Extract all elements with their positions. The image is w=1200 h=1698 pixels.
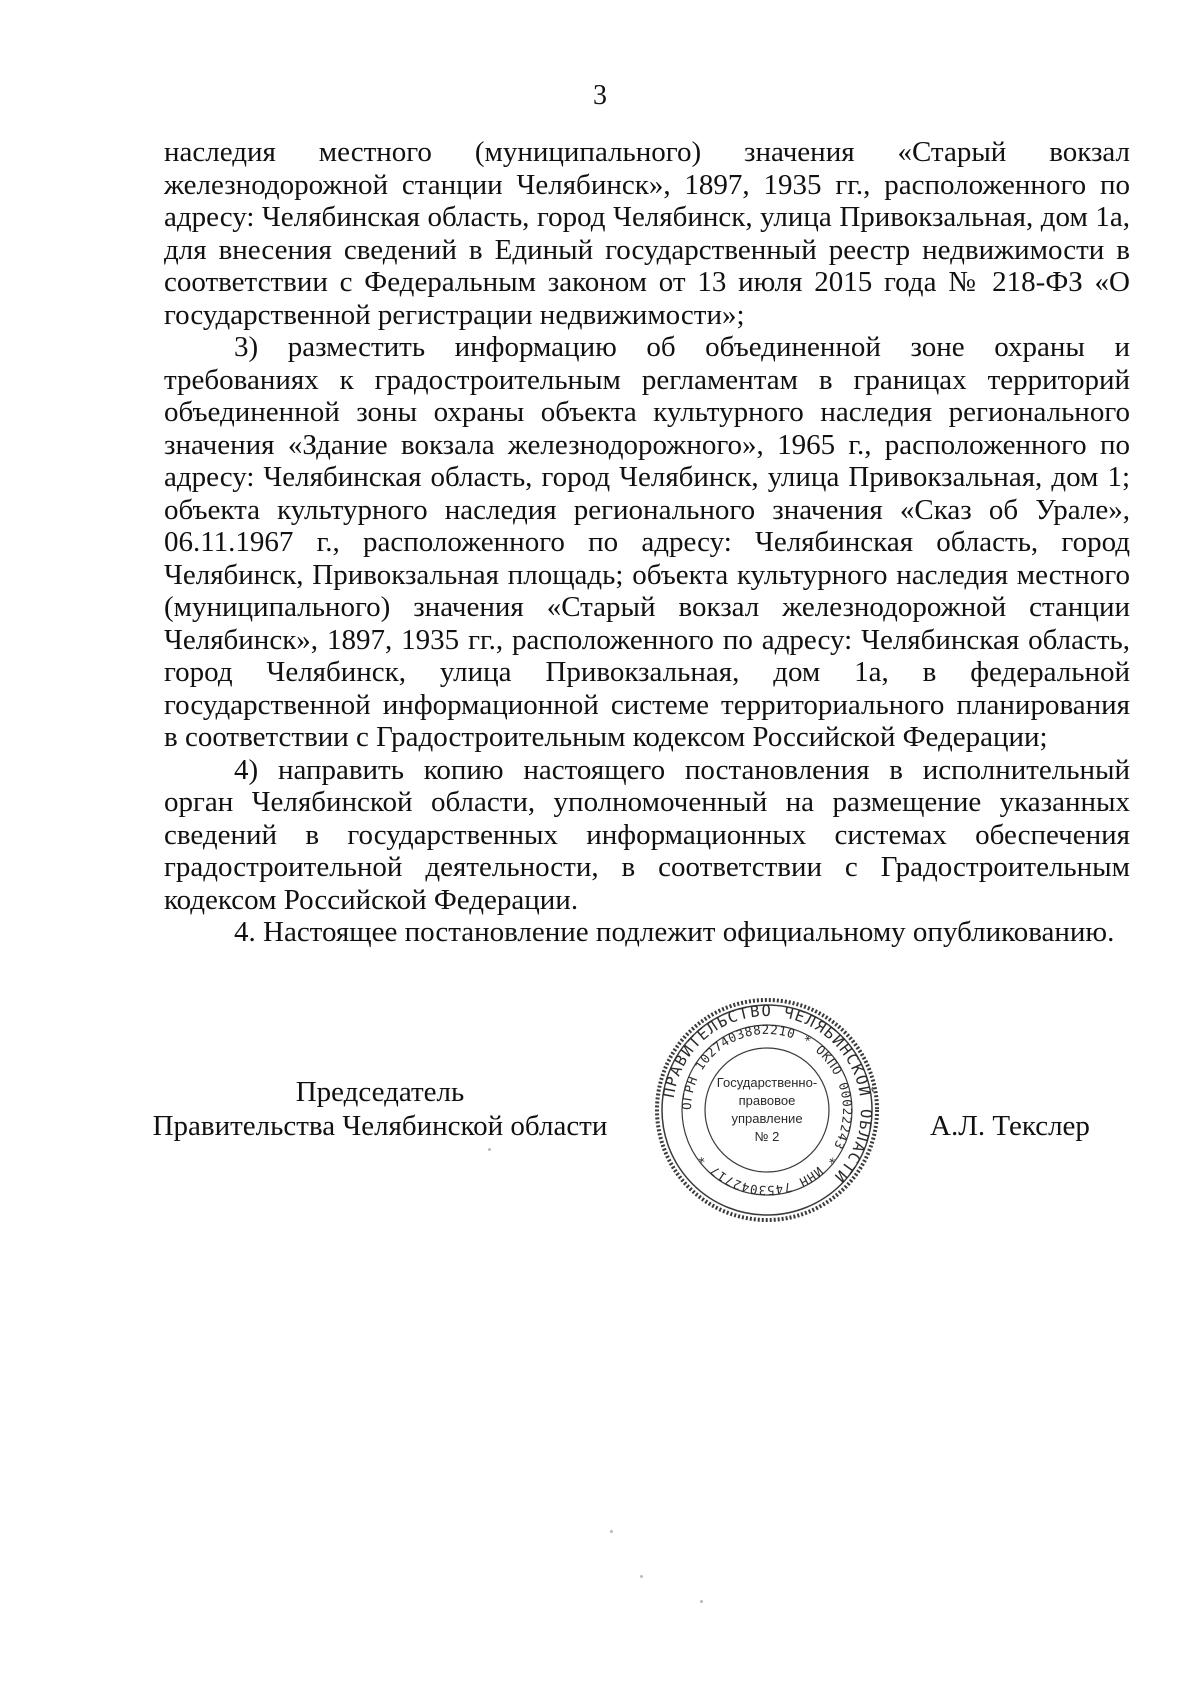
paragraph-item-4: 4) направить копию настоящего постановления в исполнительный орган Челябинской области, уполномоченный на размещение указанных сведений в государственных информационных системах обеспечения градостроительной деятельности, в соответствии с Градостроительным кодексом Российской Федерации. <box>164 753 1130 916</box>
official-seal-stamp <box>652 995 882 1225</box>
paragraph-publication: 4. Настоящее постановление подлежит официальному опубликованию. <box>234 916 1115 948</box>
document-body <box>164 136 1130 949</box>
seal-center-line4: № 2 <box>754 1129 780 1144</box>
seal-inner-text: ОГРН 1027403882210 * ОКПО 00022243 * ИНН 7453042717 * <box>678 1021 856 1199</box>
signatory-title <box>150 1075 610 1143</box>
seal-icon <box>652 995 882 1225</box>
scan-speck <box>610 1530 613 1533</box>
signatory-title-line2: Правительства Челябинской области <box>152 1110 608 1142</box>
paragraph-continuation: наследия местного (муниципального) значения «Старый вокзал железнодорожной станции Челябинск», 1897, 1935 гг., расположенного по адресу: Челябинская область, город Челябинск, улица Привокзальная, дом 1а, для внесения сведений в Единый государственный реестр недвижимости в соответствии с Федеральным законом от 13 июля 2015 года № 218-ФЗ «О государственной регистрации недвижимости»; <box>164 136 1130 331</box>
scan-speck <box>700 1600 703 1603</box>
signatory-name: А.Л. Текслер <box>930 1110 1090 1142</box>
signatory-title-line1: Председатель <box>295 1076 465 1108</box>
scan-speck <box>640 1575 643 1578</box>
scan-speck <box>488 1148 491 1151</box>
seal-outer-text: ПРАВИТЕЛЬСТВО ЧЕЛЯБИНСКОЙ ОБЛАСТИ <box>659 1001 876 1187</box>
page-number: 3 <box>593 80 607 111</box>
paragraph-item-3: 3) разместить информацию об объединенной зоне охраны и требованиях к градостроительным регламентам в границах территорий объединенной зоны охраны объекта культурного наследия регионального значения «Здание вокзала железнодорожного», 1965 г., расположенного по адресу: Челябинская область, город Челябинск, улица Привокзальная, дом 1; объекта культурного наследия регионального значения «Сказ об Урале», 06.11.1967 г., расположенного по адресу: Челябинская область, город Челябинск, Привокзальная площадь; объекта культурного наследия местного (муниципального) значения «Старый вокзал железнодорожной станции Челябинск», 1897, 1935 гг., расположенного по адресу: Челябинская область, город Челябинск, улица Привокзальная, дом 1а, в федеральной государственной информационной системе территориального планирования в соответствии с Градостроительным кодексом Российской Федерации; <box>164 331 1130 753</box>
seal-center-line2: правовое <box>738 1093 796 1108</box>
seal-center-line3: управление <box>731 1111 803 1126</box>
seal-center-line1: Государственно- <box>716 1075 818 1090</box>
